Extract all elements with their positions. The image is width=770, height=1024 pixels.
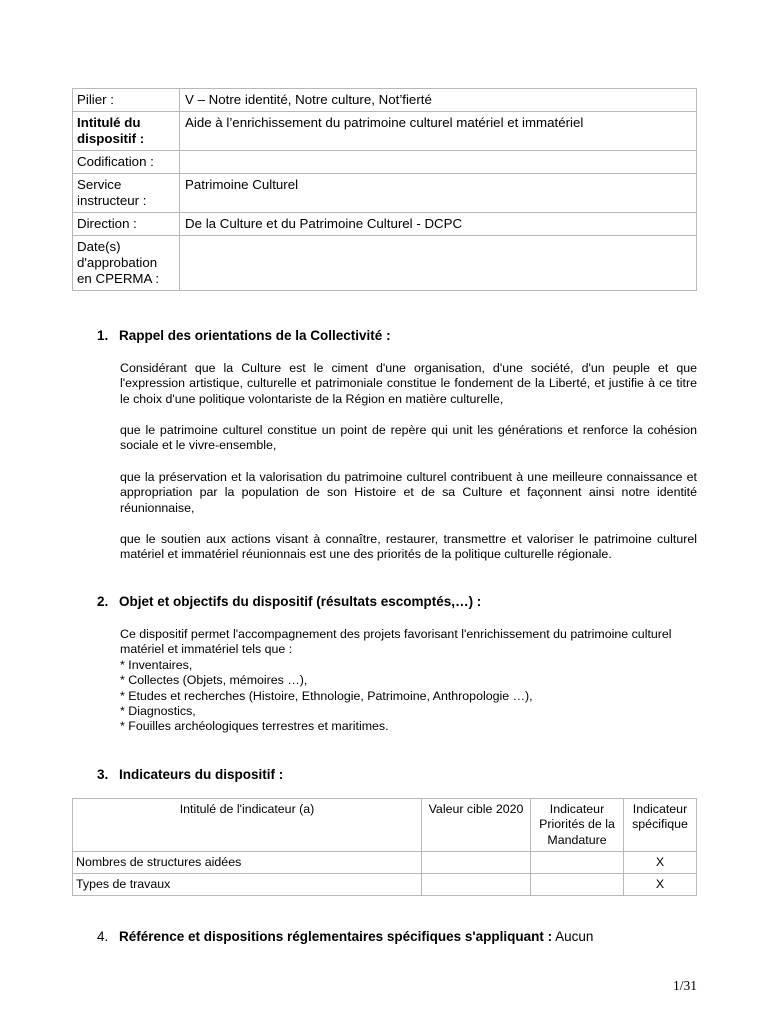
table-cell: X — [624, 874, 697, 896]
table-row — [73, 112, 697, 151]
row-label: Pilier : — [73, 89, 180, 112]
section-1-heading — [97, 328, 391, 343]
section-number: 1. — [97, 328, 109, 343]
row-label: Intitulé du dispositif : — [73, 112, 180, 151]
dispositif-info-table — [72, 88, 697, 291]
indicators-table — [72, 798, 697, 896]
column-header: Valeur cible 2020 — [422, 799, 531, 852]
table-cell: Types de travaux — [73, 874, 422, 896]
section-4-heading — [97, 929, 593, 944]
section-3-heading — [97, 767, 283, 782]
list-item: * Inventaires, — [120, 658, 193, 672]
table-row — [73, 213, 697, 236]
section-value: Aucun — [555, 929, 594, 944]
list-item: * Fouilles archéologiques terrestres et maritimes. — [120, 719, 389, 734]
paragraph: que la préservation et la valorisation du patrimoine culturel contribuent à une meilleure connaissance et appropriation par la population de son Histoire et de sa Culture et façonnent ainsi notre identité réunionnaise, — [120, 470, 697, 515]
section-2-heading — [97, 594, 481, 609]
table-row — [73, 236, 697, 291]
column-header: Intitulé de l'indicateur (a) — [73, 799, 422, 852]
table-header-row — [73, 799, 697, 852]
section-title: Rappel des orientations de la Collectivité : — [119, 328, 391, 343]
paragraph: que le soutien aux actions visant à connaître, restaurer, transmettre et valoriser le patrimoine culturel matériel et immatériel réunionnais est une des priorités de la politique culturelle régionale. — [120, 532, 697, 562]
row-label: Direction : — [73, 213, 180, 236]
table-row — [73, 874, 697, 896]
table-row — [73, 151, 697, 174]
paragraph: Considérant que la Culture est le ciment d'une organisation, d'une société, d'un peuple et que l'expression artistique, culturelle et patrimoniale constitue le fondement de la Liberté, et justifie à ce titre le choix d'une politique volontariste de la Région en matière culturelle, — [120, 361, 697, 406]
table-row — [73, 851, 697, 873]
column-header: Indicateur spécifique — [624, 799, 697, 852]
list-item: * Etudes et recherches (Histoire, Ethnologie, Patrimoine, Anthropologie …), — [120, 688, 533, 703]
row-value: Aide à l’enrichissement du patrimoine culturel matériel et immatériel — [180, 112, 697, 151]
page-number: 1/31 — [672, 978, 697, 993]
row-value — [180, 236, 697, 291]
table-cell — [531, 874, 624, 896]
table-cell — [422, 874, 531, 896]
row-label: Codification : — [73, 151, 180, 174]
paragraph: que le patrimoine culturel constitue un point de repère qui unit les générations et renforce la cohésion sociale et le vivre-ensemble, — [120, 423, 697, 453]
table-cell: Nombres de structures aidées — [73, 851, 422, 873]
section-title: Objet et objectifs du dispositif (résultats escomptés,…) : — [119, 594, 482, 609]
row-label: Service instructeur : — [73, 174, 180, 213]
list-item: * Collectes (Objets, mémoires …), — [120, 673, 308, 688]
row-value — [180, 151, 697, 174]
section-number: 2. — [97, 594, 109, 609]
section-number: 3. — [97, 767, 109, 782]
row-value: Patrimoine Culturel — [180, 174, 697, 213]
column-header: Indicateur Priorités de la Mandature — [531, 799, 624, 852]
paragraph: Ce dispositif permet l'accompagnement des projets favorisant l'enrichissement du patrimoine culturel matériel et immatériel tels que : — [120, 627, 672, 657]
section-title: Indicateurs du dispositif : — [119, 767, 284, 782]
table-row — [73, 89, 697, 112]
table-cell: X — [624, 851, 697, 873]
row-value: De la Culture et du Patrimoine Culturel - DCPC — [180, 213, 697, 236]
row-label: Date(s) d'approbation en CPERMA : — [73, 236, 180, 291]
section-number: 4. — [97, 929, 109, 944]
objectives-list — [120, 658, 697, 734]
table-cell — [531, 851, 624, 873]
row-value: V – Notre identité, Notre culture, Not’fierté — [180, 89, 697, 112]
section-title: Référence et dispositions réglementaires spécifiques s'appliquant : — [119, 929, 553, 944]
list-item: * Diagnostics, — [120, 703, 196, 718]
table-cell — [422, 851, 531, 873]
table-row — [73, 174, 697, 213]
